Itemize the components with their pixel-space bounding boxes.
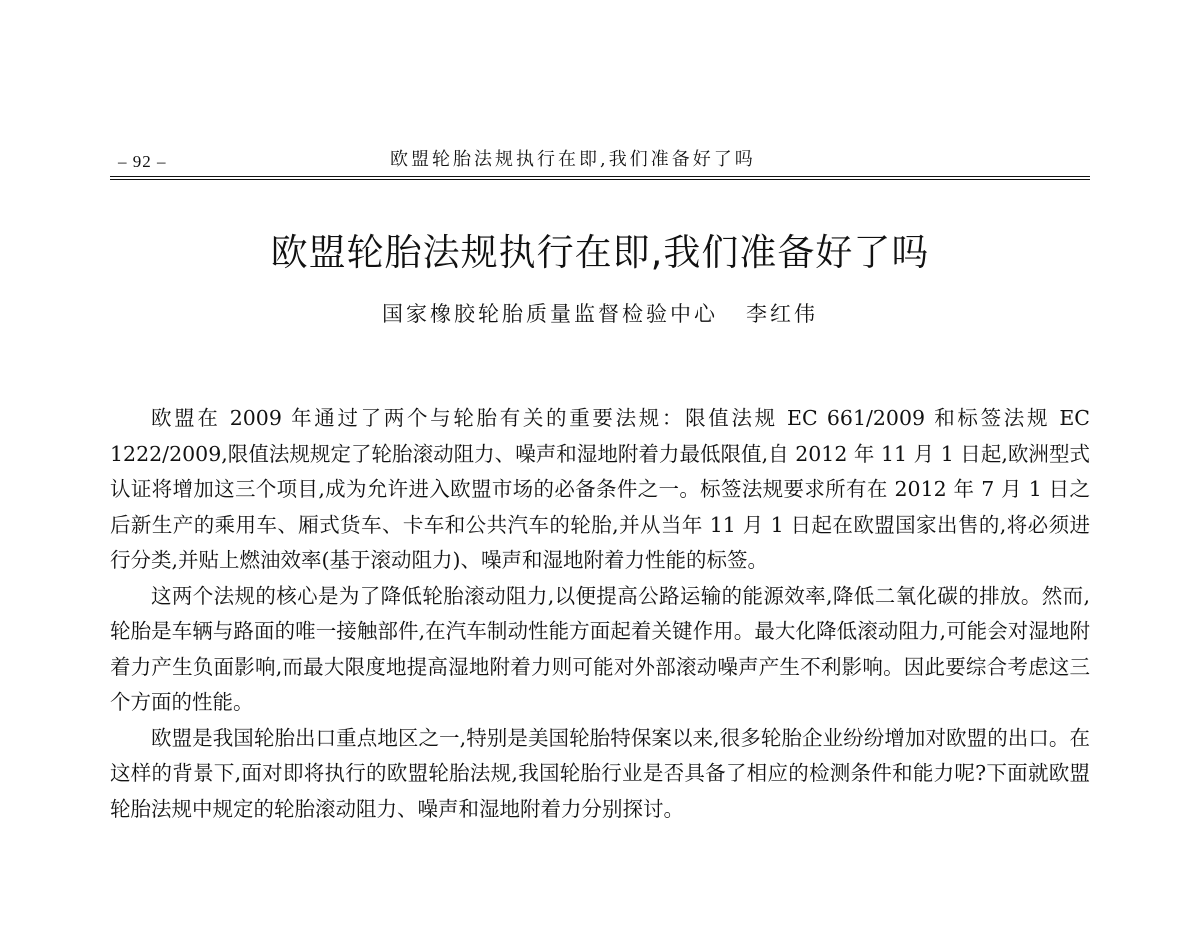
header-rule bbox=[110, 176, 1090, 180]
author-name: 李红伟 bbox=[746, 302, 818, 326]
paragraph: 欧盟是我国轮胎出口重点地区之一,特别是美国轮胎特保案以来,很多轮胎企业纷纷增加对欧盟的出口。在这样的背景下,面对即将执行的欧盟轮胎法规,我国轮胎行业是否具备了相应的检测条件和能力呢?下面就欧盟轮胎法规中规定的轮胎滚动阻力、噪声和湿地附着力分别探讨。 bbox=[110, 725, 1090, 821]
article-body bbox=[110, 401, 1090, 827]
article-title: 欧盟轮胎法规执行在即,我们准备好了吗 bbox=[270, 231, 930, 274]
running-header bbox=[110, 138, 1090, 178]
paragraph: 这两个法规的核心是为了降低轮胎滚动阻力,以便提高公路运输的能源效率,降低二氧化碳的排放。然而,轮胎是车辆与路面的唯一接触部件,在汽车制动性能方面起着关键作用。最大化降低滚动阻力,可能会对湿地附着力产生负面影响,而最大限度地提高湿地附着力则可能对外部滚动噪声产生不利影响。因此要综合考虑这三个方面的性能。 bbox=[110, 583, 1090, 714]
running-header-title: 欧盟轮胎法规执行在即,我们准备好了吗 bbox=[390, 149, 756, 170]
author-affiliation: 国家橡胶轮胎质量监督检验中心 bbox=[382, 302, 718, 326]
paragraph: 欧盟在 2009 年通过了两个与轮胎有关的重要法规：限值法规 EC 661/2009 和标签法规 EC 1222/2009,限值法规规定了轮胎滚动阻力、噪声和湿地附着力最低限值,自 2012 年 11 月 1 日起,欧洲型式认证将增加这三个项目,成为允许进入欧盟市场的必备条件之一。标签法规要求所有在 2012 年 7 月 1 日之后新生产的乘用车、厢式货车、卡车和公共汽车的轮胎,并从当年 11 月 1 日起在欧盟国家出售的,将必须进行分类,并贴上燃油效率(基于滚动阻力)、噪声和湿地附着力性能的标签。 bbox=[110, 406, 1090, 572]
page-number: – 92 – bbox=[118, 152, 167, 171]
byline bbox=[0, 298, 1200, 328]
